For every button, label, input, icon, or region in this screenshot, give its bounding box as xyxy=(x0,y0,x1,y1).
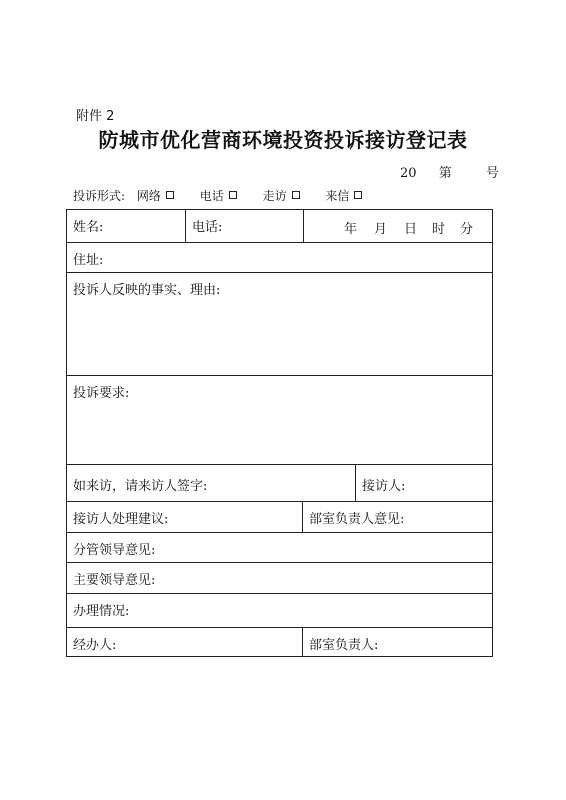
serial-year: 20 xyxy=(400,166,417,181)
date-year: 年 xyxy=(344,222,358,237)
phone-cell[interactable] xyxy=(185,210,303,242)
attachment-label: 附件 2 xyxy=(76,109,115,124)
option-visit-checkbox[interactable] xyxy=(292,191,300,199)
form-title: 防城市优化营商环境投资投诉接访登记表 xyxy=(98,128,468,152)
date-cell[interactable] xyxy=(303,210,492,242)
dept-head-label: 部室负责人: xyxy=(309,638,379,653)
date-month: 月 xyxy=(374,222,388,237)
serial-di: 第 xyxy=(438,166,452,181)
option-phone-label: 电话 xyxy=(199,189,224,203)
supervising-leader-cell[interactable] xyxy=(67,532,492,562)
visitor-signature-label: 如来访，请来访人签字: xyxy=(73,479,208,494)
complaint-form-row xyxy=(73,187,376,204)
request-label: 投诉要求: xyxy=(73,386,130,401)
receiver-suggestion-cell[interactable] xyxy=(67,501,302,532)
dept-head-opinion-cell[interactable] xyxy=(302,501,492,532)
receiver-suggestion-label: 接访人处理建议: xyxy=(73,512,169,527)
date-hour: 时 xyxy=(432,222,446,237)
serial-number xyxy=(400,162,499,181)
handler-cell[interactable] xyxy=(67,627,302,656)
option-visit-label: 走访 xyxy=(262,189,287,203)
facts-label: 投诉人反映的事实、理由: xyxy=(73,283,221,298)
handling-label: 办理情况: xyxy=(73,604,130,619)
main-leader-cell[interactable] xyxy=(67,562,492,593)
dept-head-cell[interactable] xyxy=(302,627,492,656)
receiver-label: 接访人: xyxy=(362,479,406,494)
date-day: 日 xyxy=(404,222,418,237)
serial-hao: 号 xyxy=(485,166,499,181)
handler-label: 经办人: xyxy=(73,638,117,653)
request-cell[interactable] xyxy=(67,375,492,464)
registration-table xyxy=(66,209,493,657)
facts-cell[interactable] xyxy=(67,272,492,375)
complaint-form-label: 投诉形式: xyxy=(73,189,126,203)
receiver-cell[interactable] xyxy=(355,464,492,501)
visitor-signature-cell[interactable] xyxy=(67,464,355,501)
option-phone-checkbox[interactable] xyxy=(229,191,237,199)
name-label: 姓名: xyxy=(73,220,104,235)
address-label: 住址: xyxy=(73,253,104,268)
dept-head-opinion-label: 部室负责人意见: xyxy=(309,512,405,527)
name-cell[interactable] xyxy=(67,210,185,242)
date-minute: 分 xyxy=(460,222,474,237)
phone-label: 电话: xyxy=(192,220,223,235)
option-letter-label: 来信 xyxy=(325,189,350,203)
option-letter-checkbox[interactable] xyxy=(354,191,362,199)
address-cell[interactable] xyxy=(67,242,492,272)
option-network-label: 网络 xyxy=(136,189,161,203)
option-network-checkbox[interactable] xyxy=(166,191,174,199)
handling-cell[interactable] xyxy=(67,593,492,627)
main-leader-label: 主要领导意见: xyxy=(73,573,156,588)
supervising-leader-label: 分管领导意见: xyxy=(73,543,156,558)
